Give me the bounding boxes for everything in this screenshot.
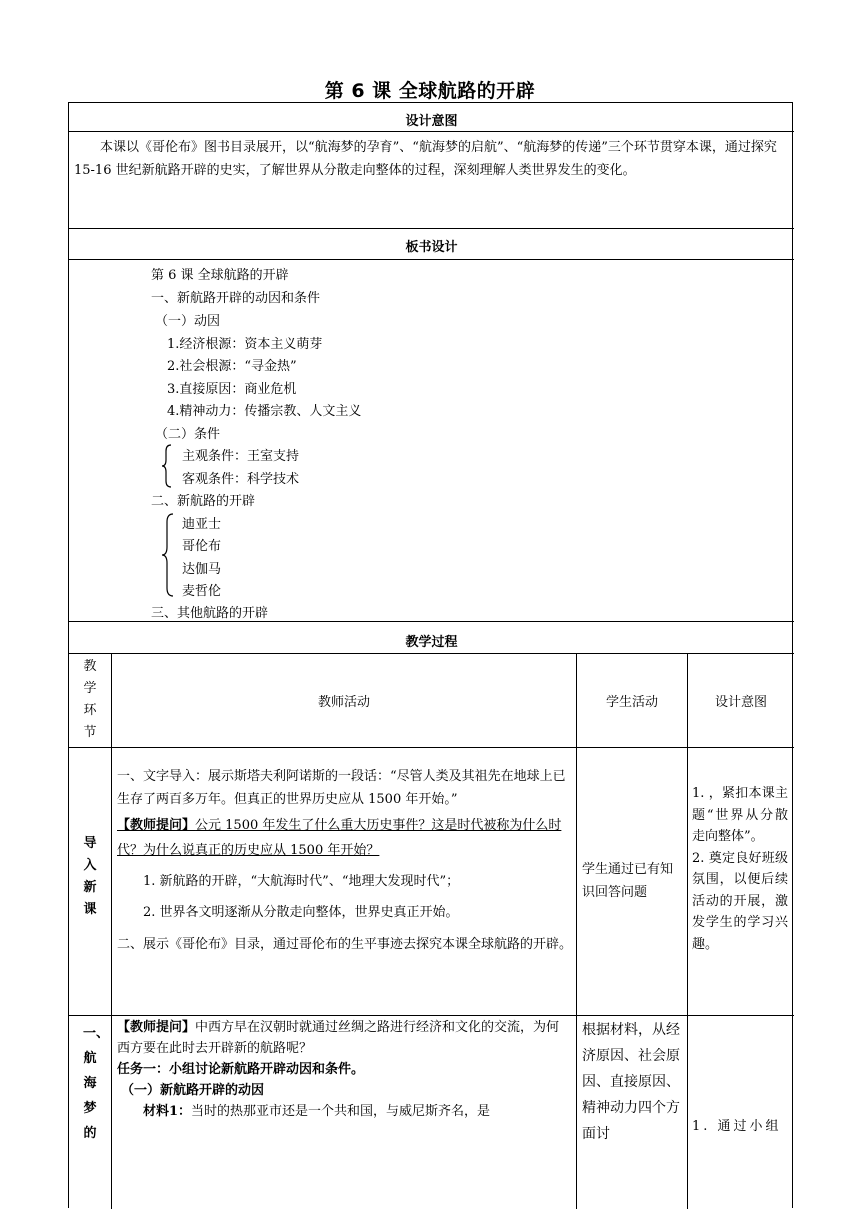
page-title: 第 6 课 全球航路的开辟 <box>324 80 536 102</box>
col-teacher-header: 教师活动 <box>317 695 370 710</box>
row1-answer1: 1. 新航路的开辟，“大航海时代”、“地理大发现时代”； <box>143 874 460 889</box>
board-line: 达伽马 <box>182 562 222 577</box>
board-line: 一、新航路开辟的动因和条件 <box>151 291 321 306</box>
board-line: （一）动因 <box>155 314 221 329</box>
board-line: 客观条件：科学技术 <box>182 472 300 487</box>
col-student-header: 学生活动 <box>605 695 658 710</box>
row1-intent: 1. ，紧扣本课主题“世界从分散走向整体”。 2. 奠定良好班级氛围，以便后续活动的开展，激发学生的学习兴趣。 <box>692 786 788 952</box>
brace-icon <box>161 444 173 488</box>
material-text: 当时的热那亚市还是一个共和国，与威尼斯齐名，是 <box>191 1104 491 1119</box>
row1-text2: 二、展示《哥伦布》目录，通过哥伦布的生平事迹去探究本课全球航路的开辟。 <box>117 937 573 952</box>
brace-icon <box>161 513 175 597</box>
row2-student: 根据材料，从经济原因、社会原因、直接原因、精神动力四个方面讨 <box>582 1022 680 1142</box>
row1-text1: 一、文字导入：展示斯塔夫利阿诺斯的一段话：“尽管人类及其祖先在地球上已生存了两百多万年。但真正的世界历史应从 1500 年开始。” <box>117 769 566 807</box>
row1-answer2: 2. 世界各文明逐渐从分散走向整体，世界史真正开始。 <box>143 904 459 920</box>
row1-student: 学生通过已有知识回答问题 <box>582 862 674 900</box>
question-text: 公元 1500 年发生了什么重大历史事件？这是时代被称为什么时代？为什么说真正的历史应从 1500 年开始？ <box>117 818 562 858</box>
board-line: 主观条件：王室支持 <box>182 449 300 464</box>
col-stage-label: 教学环节 <box>83 659 97 740</box>
board-line: 3.直接原因：商业危机 <box>167 382 297 397</box>
row1-teacher <box>117 766 572 958</box>
row2-question <box>117 1017 572 1059</box>
board-heading: 板书设计 <box>405 240 458 255</box>
board-line: 第 6 课 全球航路的开辟 <box>151 268 289 283</box>
question-tag: 【教师提问】 <box>117 818 196 833</box>
board-line: 1.经济根源：资本主义萌芽 <box>167 337 323 352</box>
question-tag: 【教师提问】 <box>117 1020 196 1035</box>
col-intent-header: 设计意图 <box>714 695 767 710</box>
board-line: 麦哲伦 <box>182 584 222 599</box>
board-line: 三、其他航路的开辟 <box>151 606 269 621</box>
row2-subheading: （一）新航路开辟的动因 <box>121 1083 265 1098</box>
col-stage-header <box>70 656 110 744</box>
row1-stage-label: 导入新课 <box>83 836 97 917</box>
row1-question <box>117 813 572 863</box>
process-heading: 教学过程 <box>405 635 458 650</box>
board-line: 哥伦布 <box>182 539 222 554</box>
row2-stage-label: 一、航海梦的 <box>83 1026 110 1141</box>
row2-task: 任务一：小组讨论新航路开辟动因和条件。 <box>117 1062 365 1077</box>
board-line: 迪亚士 <box>182 517 222 532</box>
row1-stage <box>70 833 110 921</box>
board-line: （二）条件 <box>155 427 221 442</box>
board-line: 4.精神动力：传播宗教、人文主义 <box>167 404 362 419</box>
design-intent-text: 本课以《哥伦布》图书目录展开，以“航海梦的孕育”、“航海梦的启航”、“航海梦的传递”三个环节贯穿本课，通过探究 15-16 世纪新航路开辟的史实，了解世界从分散走向整体的过程，深刻理解人类世界发生的变化。 <box>74 140 777 178</box>
board-line: 2.社会根源：“寻金热” <box>167 359 297 374</box>
question-text: 中西方早在汉朝时就通过丝绸之路进行经济和文化的交流，为何西方要在此时去开辟新的航路呢？ <box>117 1020 560 1056</box>
row2-material <box>117 1101 572 1122</box>
row2-stage <box>70 1021 110 1146</box>
row2-teacher <box>117 1017 572 1122</box>
material-tag: 材料1： <box>143 1104 192 1119</box>
design-intent-heading: 设计意图 <box>405 114 458 129</box>
row2-intent: 1. 通过小组 <box>692 1119 782 1134</box>
lesson-table <box>68 102 793 1208</box>
board-line: 二、新航路的开辟 <box>151 494 256 509</box>
